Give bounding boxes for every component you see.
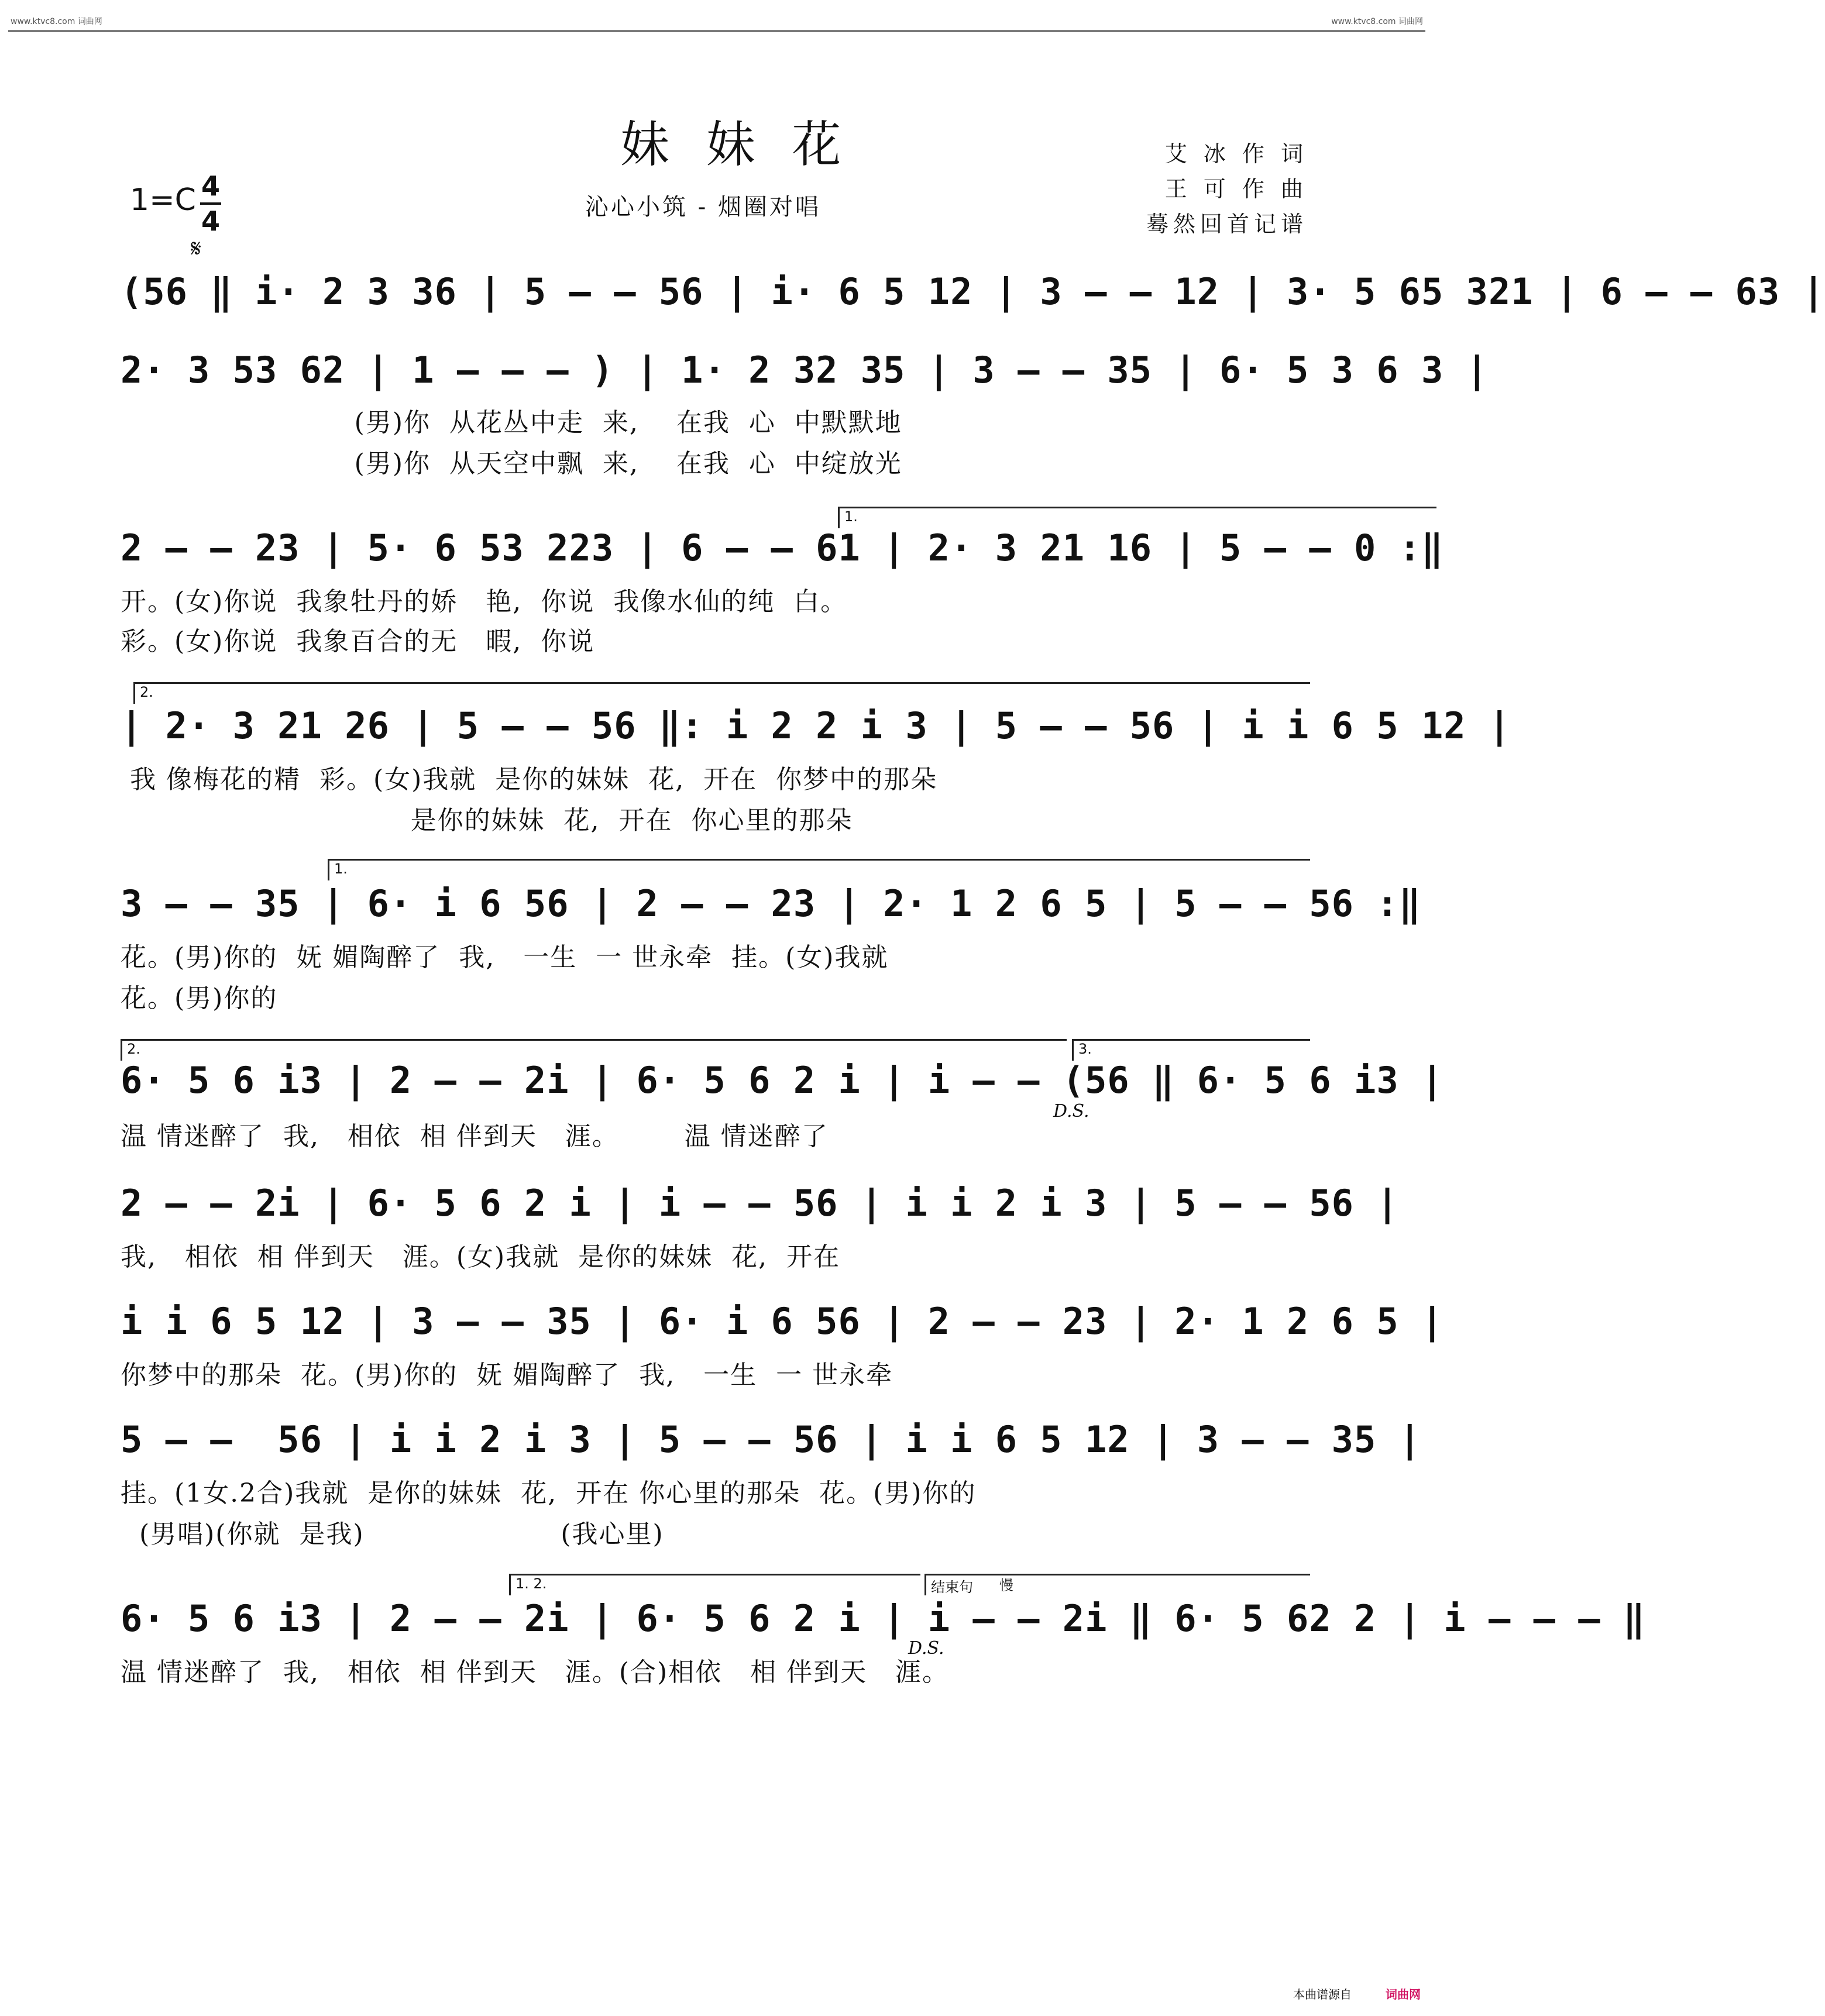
lyric-line-5-verse-2: 花。(男)你的 xyxy=(121,983,278,1013)
lyric-line-5-verse-1: 花。(男)你的 妩 媚陶醉了 我, 一生 一 世永牵 挂。(女)我就 xyxy=(121,942,889,972)
time-signature xyxy=(199,170,222,238)
ds-marker-2: D.S. xyxy=(908,1638,944,1659)
composer-credit: 王 可 作 曲 xyxy=(1164,176,1308,202)
volta-bracket-1 xyxy=(838,507,1436,528)
lyric-line-3-verse-2: 彩。(女)你说 我象百合的无 暇, 你说 xyxy=(121,627,595,656)
lyric-line-10: 温 情迷醉了 我, 相依 相 伴到天 涯。(合)相依 相 伴到天 涯。 xyxy=(121,1657,950,1687)
lyric-line-4-verse-1: 我 像梅花的精 彩。(女)我就 是你的妹妹 花, 开在 你梦中的那朵 xyxy=(121,765,938,794)
score-line-6: 6· 5 6 i3 | 2 – – 2i | 6· 5 6 2 i | i – – (56 ‖ 6· 5 6 i3 | xyxy=(121,1059,1444,1102)
volta-label-1: 1. xyxy=(844,508,858,525)
footer-site-logo[interactable]: 词曲网 xyxy=(1386,1987,1421,2001)
lyric-line-3-verse-1: 开。(女)你说 我象牡丹的娇 艳, 你说 我像水仙的纯 白。 xyxy=(121,587,848,617)
score-line-1: (56 ‖ i· 2 3 36 | 5 – – 56 | i· 6 5 12 | 3 – – 12 | 3· 5 65 321 | 6 – – 63 | xyxy=(121,270,1825,313)
volta-label-12: 1. 2. xyxy=(515,1575,547,1592)
footer-source-label: 本曲谱源自 xyxy=(1293,1987,1352,2001)
ending-label: 结束句 xyxy=(931,1579,973,1595)
lyric-line-7: 我, 相依 相 伴到天 涯。(女)我就 是你的妹妹 花, 开在 xyxy=(121,1242,841,1272)
right-watermark-strip xyxy=(1420,35,1431,1989)
left-watermark-strip xyxy=(2,35,14,1989)
volta-bracket-3 xyxy=(1072,1039,1310,1061)
volta-bracket-2b xyxy=(121,1039,1067,1061)
lyric-line-4-verse-2: 是你的妹妹 花, 开在 你心里的那朵 xyxy=(121,806,853,835)
volta-label-1b: 1. xyxy=(334,861,348,877)
time-signature-bar xyxy=(200,202,221,205)
volta-bracket-12 xyxy=(509,1574,920,1595)
volta-bracket-1b xyxy=(328,859,1310,880)
lyric-line-2-verse-1: (男)你 从花丛中走 来, 在我 心 中默默地 xyxy=(121,408,902,438)
lyric-line-9-verse-2: (男唱)(你就 是我) (我心里) xyxy=(121,1519,664,1549)
song-title: 妹 妹 花 xyxy=(620,116,852,173)
ds-marker-1: D.S. xyxy=(1053,1101,1089,1121)
volta-label-3: 3. xyxy=(1078,1041,1092,1057)
time-signature-bottom: 4 xyxy=(201,205,220,237)
song-subtitle: 沁心小筑 - 烟圈对唱 xyxy=(585,194,821,221)
lyric-line-6: 温 情迷醉了 我, 相依 相 伴到天 涯。 温 情迷醉了 xyxy=(121,1121,829,1151)
score-line-10: 6· 5 6 i3 | 2 – – 2i | 6· 5 6 2 i | i – – 2i ‖ 6· 5 62 2 | i – – – ‖ xyxy=(121,1597,1646,1640)
header-site-left: www.ktvc8.com 词曲网 xyxy=(11,17,102,26)
lyricist-credit: 艾 冰 作 词 xyxy=(1164,141,1308,167)
lyric-line-9-verse-1: 挂。(1女.2合)我就 是你的妹妹 花, 开在 你心里的那朵 花。(男)你的 xyxy=(121,1478,977,1508)
volta-bracket-2 xyxy=(133,682,1310,704)
header-divider xyxy=(8,30,1425,32)
score-line-3: 2 – – 23 | 5· 6 53 223 | 6 – – 61 | 2· 3 21 16 | 5 – – 0 :‖ xyxy=(121,527,1444,569)
score-line-7: 2 – – 2i | 6· 5 6 2 i | i – – 56 | i i 2 i 3 | 5 – – 56 | xyxy=(121,1182,1399,1224)
segno-icon: 𝄋 xyxy=(191,234,202,263)
lyric-line-8: 你梦中的那朵 花。(男)你的 妩 媚陶醉了 我, 一生 一 世永牵 xyxy=(121,1360,893,1390)
key-signature: 1=C xyxy=(130,183,196,218)
score-line-2: 2· 3 53 62 | 1 – – – ) | 1· 2 32 35 | 3 – – 35 | 6· 5 3 6 3 | xyxy=(121,349,1489,391)
ending-bracket xyxy=(924,1574,1310,1595)
time-signature-top: 4 xyxy=(201,170,220,202)
volta-label-2b: 2. xyxy=(127,1041,140,1057)
tempo-slow-label: 慢 xyxy=(999,1577,1013,1594)
transcriber-credit: 蓦然回首记谱 xyxy=(1146,211,1308,237)
lyric-line-2-verse-2: (男)你 从天空中飘 来, 在我 心 中绽放光 xyxy=(121,449,902,479)
score-line-9: 5 – – 56 | i i 2 i 3 | 5 – – 56 | i i 6 5 12 | 3 – – 35 | xyxy=(121,1418,1421,1461)
score-line-4: | 2· 3 21 26 | 5 – – 56 ‖: i 2 2 i 3 | 5 – – 56 | i i 6 5 12 | xyxy=(121,704,1511,747)
score-line-8: i i 6 5 12 | 3 – – 35 | 6· i 6 56 | 2 – – 23 | 2· 1 2 6 5 | xyxy=(121,1300,1444,1343)
score-line-5: 3 – – 35 | 6· i 6 56 | 2 – – 23 | 2· 1 2 6 5 | 5 – – 56 :‖ xyxy=(121,882,1421,925)
volta-label-2: 2. xyxy=(140,684,153,700)
header-site-right: www.ktvc8.com 词曲网 xyxy=(1331,17,1423,26)
